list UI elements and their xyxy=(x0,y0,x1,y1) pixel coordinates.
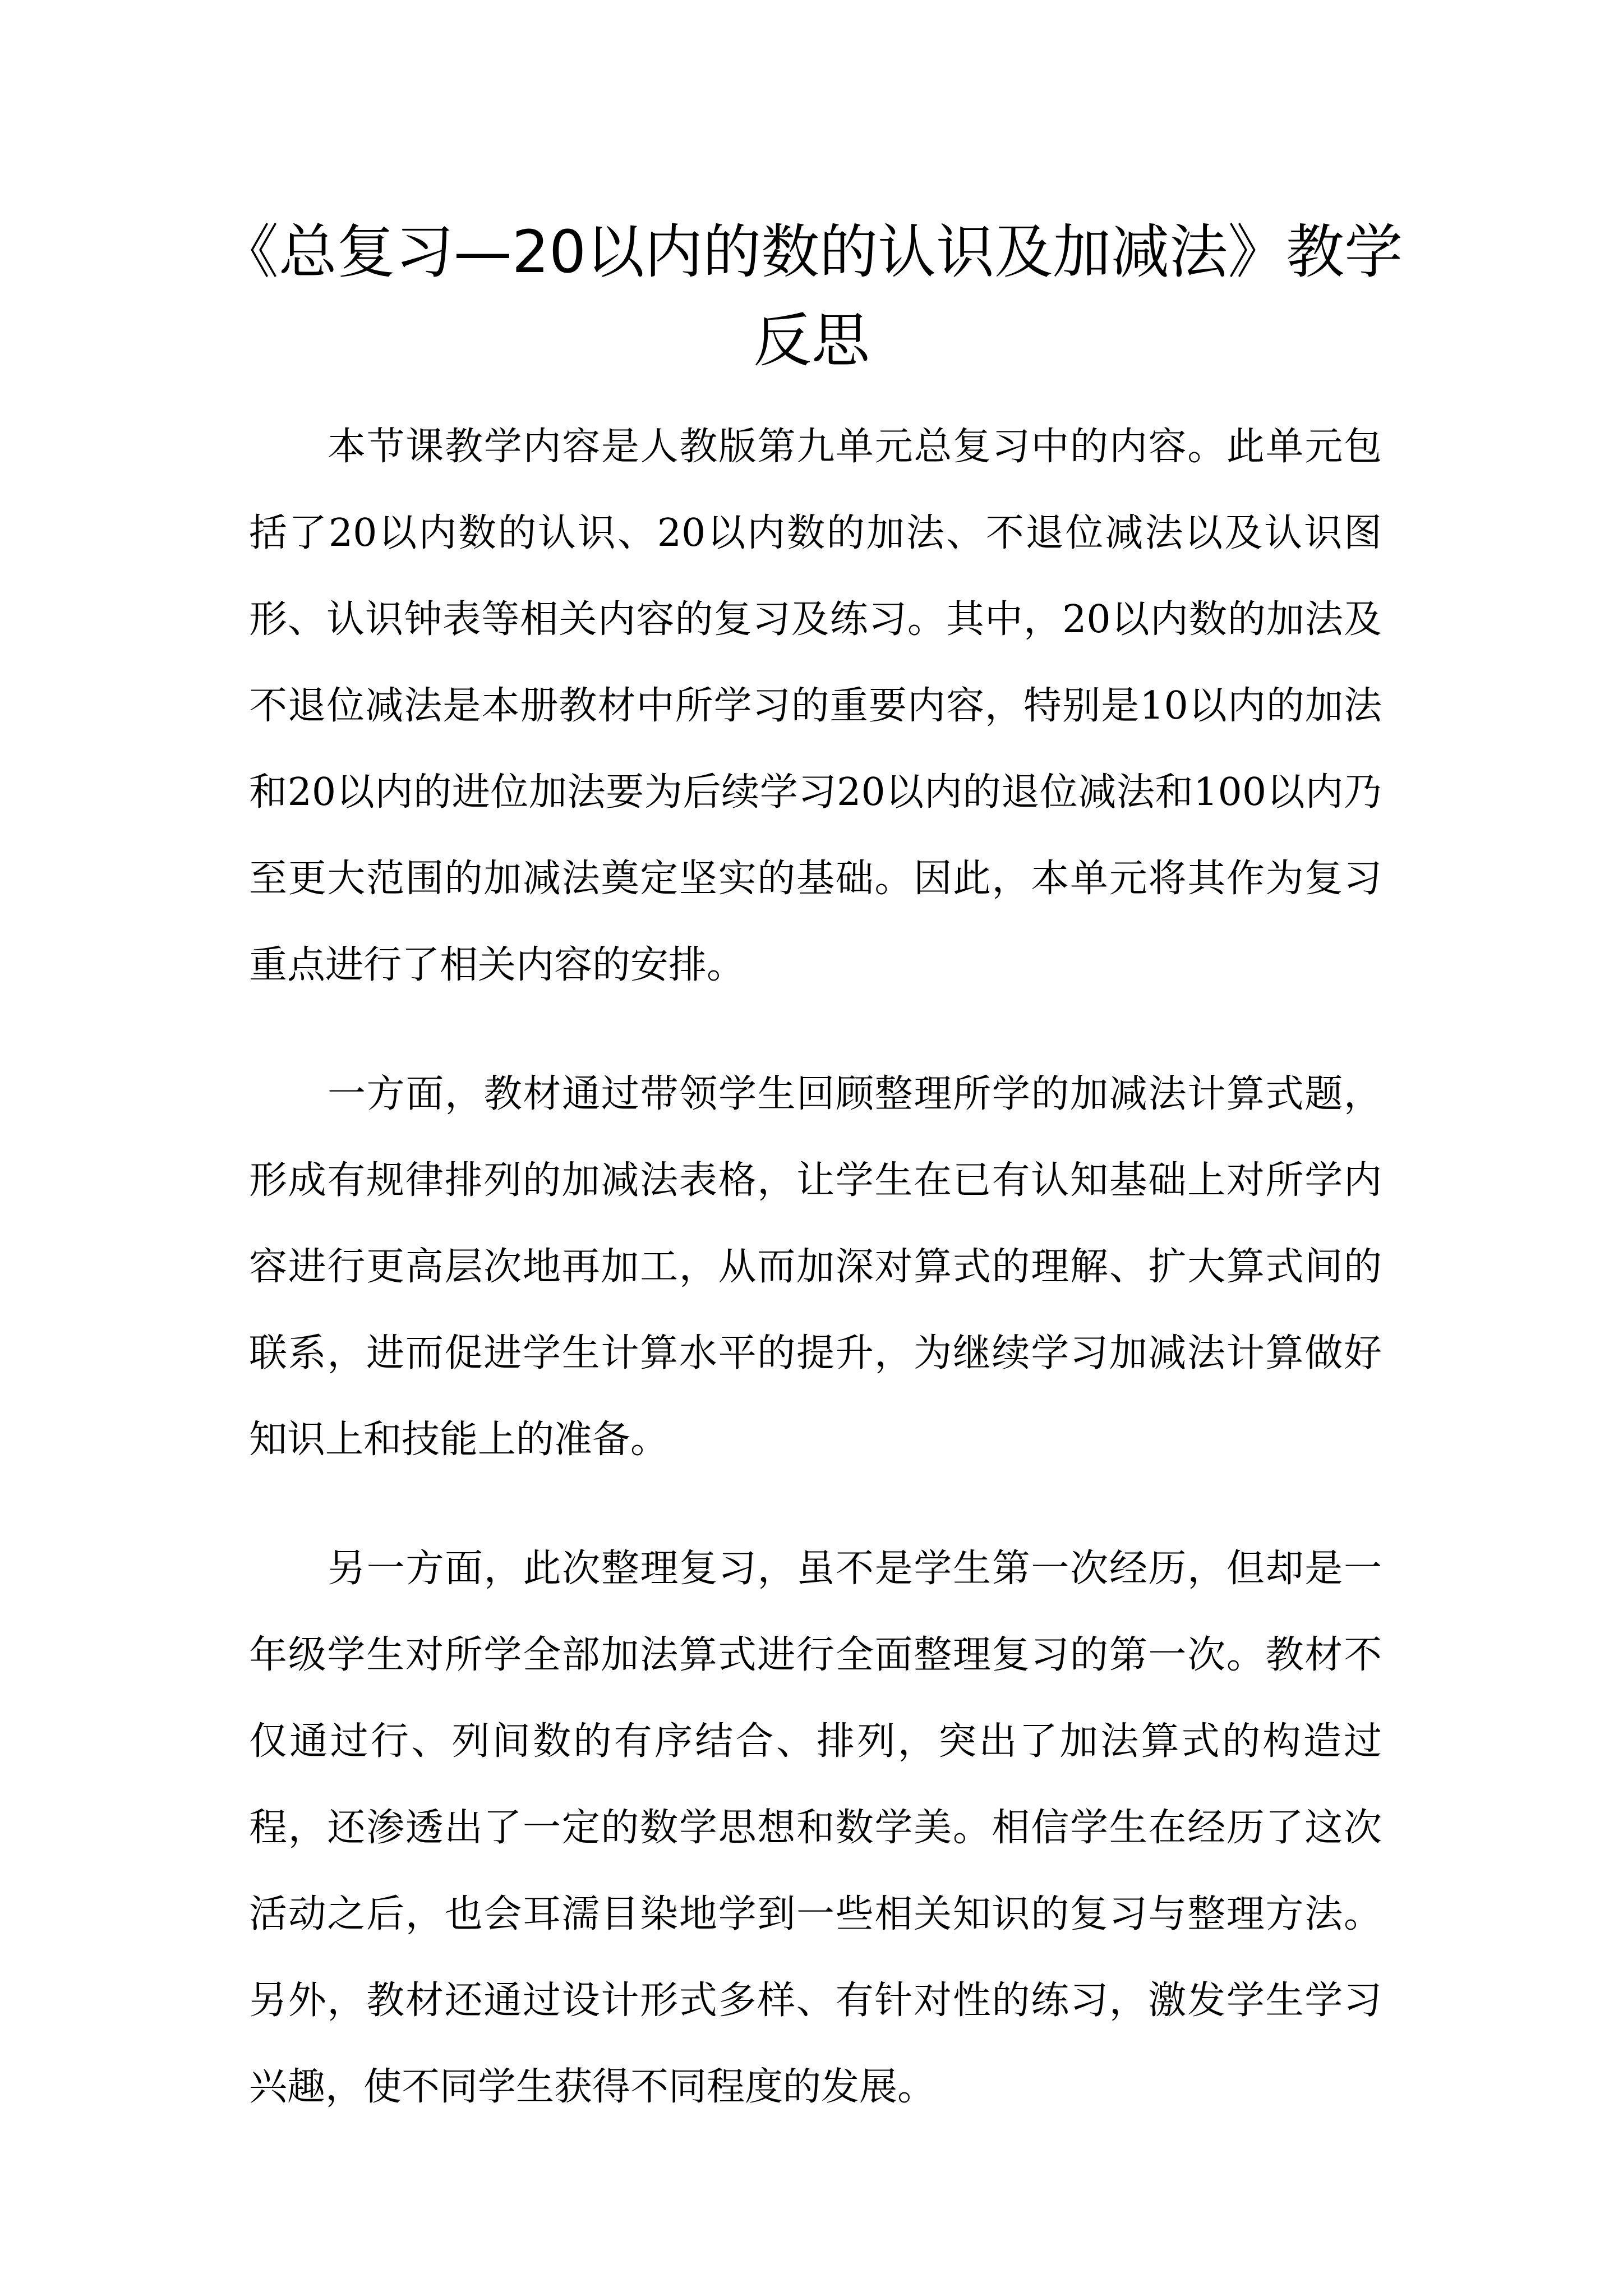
paragraph-3: 另一方面，此次整理复习，虽不是学生第一次经历，但却是一年级学生对所学全部加法算式进行全面整理复习的第一次。教材不仅通过行、列间数的有序结合、排列，突出了加法算式的构造过程，还渗透出了一定的数学思想和数学美。相信学生在经历了这次活动之后，也会耳濡目染地学到一些相关知识的复习与整理方法。另外，教材还通过设计形式多样、有针对性的练习，激发学生学习兴趣，使不同学生获得不同程度的发展。 xyxy=(249,1547,1382,2109)
document-title: 《总复习—20以内的数的认识及加减法》教学反思 xyxy=(220,218,1403,375)
document-body xyxy=(249,404,1382,2173)
paragraph-2: 一方面，教材通过带领学生回顾整理所学的加减法计算式题，形成有规律排列的加减法表格，让学生在已有认知基础上对所学内容进行更高层次地再加工，从而加深对算式的理解、扩大算式间的联系，进而促进学生计算水平的提升，为继续学习加减法计算做好知识上和技能上的准备。 xyxy=(249,1072,1382,1462)
paragraph-1: 本节课教学内容是人教版第九单元总复习中的内容。此单元包括了20以内数的认识、20以内数的加法、不退位减法以及认识图形、认识钟表等相关内容的复习及练习。其中，20以内数的加法及不退位减法是本册教材中所学习的重要内容，特别是10以内的加法和20以内的进位加法要为后续学习20以内的退位减法和100以内乃至更大范围的加减法奠定坚实的基础。因此，本单元将其作为复习重点进行了相关内容的安排。 xyxy=(249,425,1382,987)
